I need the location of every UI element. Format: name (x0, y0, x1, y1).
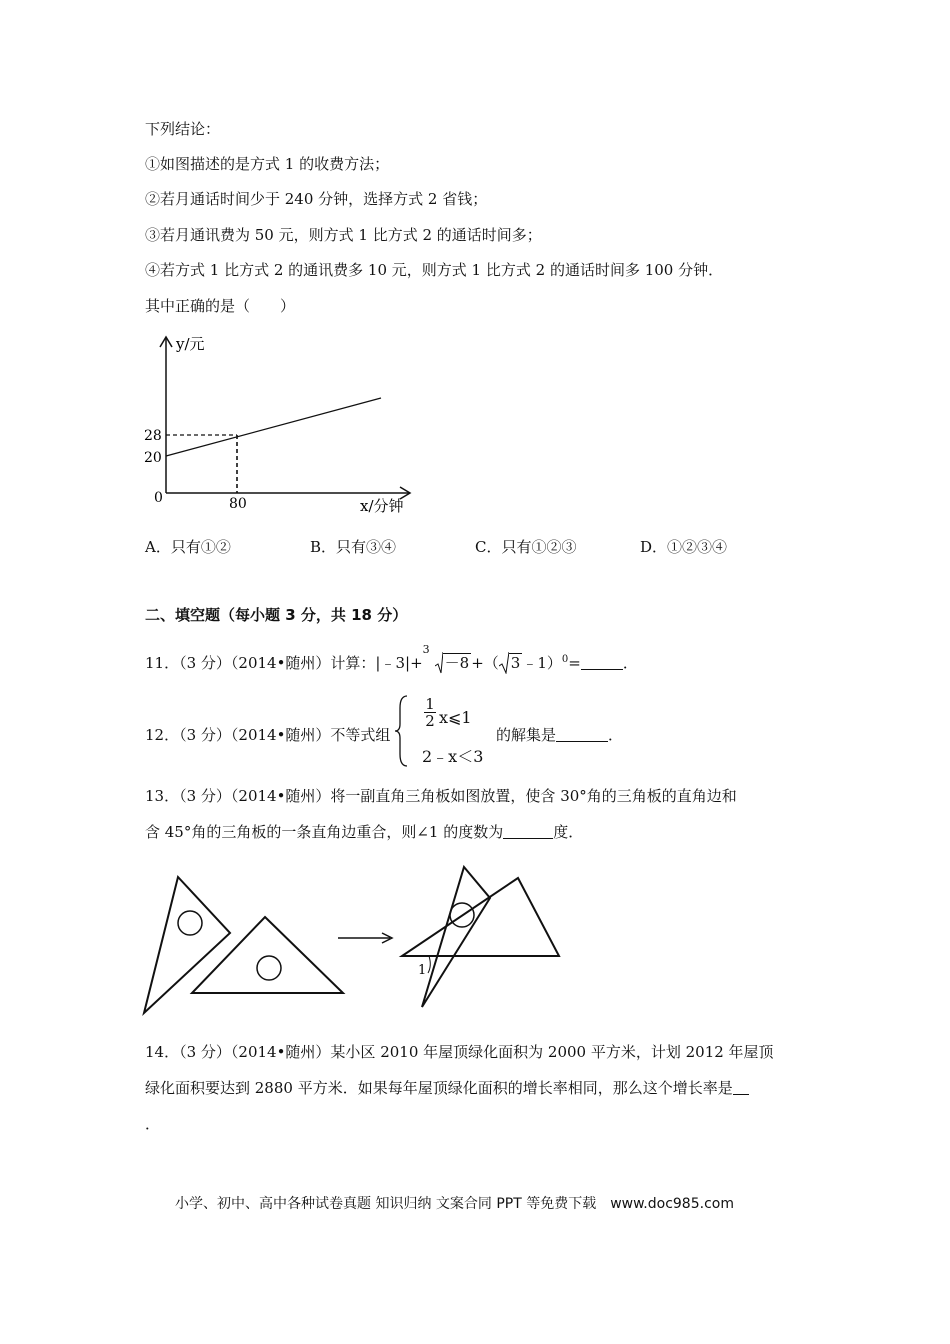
option-a[interactable] (145, 536, 231, 557)
q11-radical-sign (435, 652, 443, 674)
q14-line-1: 14．（3 分）（2014•随州）某小区 2010 年屋顶绿化面积为 2000 平方米，计划 2012 年屋顶 (145, 1043, 774, 1061)
q11-minus-one: ﹣1） (522, 654, 562, 672)
q12-fraction (424, 696, 436, 729)
q12-end: ． (608, 726, 624, 744)
q11-prefix: 11．（3 分）（2014•随州）计算：|﹣3|+ (145, 654, 423, 672)
q12-ineq2: 2﹣x＜3 (422, 747, 484, 766)
option-d-letter: D． (640, 538, 668, 556)
option-c-letter: C． (475, 538, 502, 556)
combined-figure (402, 867, 559, 1007)
q11-plus: +（ (471, 654, 499, 672)
q14-line-2-text: 绿化面积要达到 2880 平方米．如果每年屋顶绿化面积的增长率相同，那么这个增长率是 (145, 1079, 733, 1097)
option-c-text: 只有①②③ (501, 538, 577, 556)
cost-line-graph (130, 325, 420, 525)
question-text: 其中正确的是（ ） (145, 297, 296, 315)
y-axis-label: y/元 (176, 335, 205, 353)
page-footer: 小学、初中、高中各种试卷真题 知识归纳 文案合同 PPT 等免费下载 www.doc985.com (175, 1196, 734, 1212)
question-11 (145, 643, 638, 674)
option-b-letter: B． (310, 538, 337, 556)
x-axis-label: x/分钟 (360, 497, 404, 515)
q13-line-1: 13．（3 分）（2014•随州）将一副直角三角板如图放置，使含 30°角的三角板的直角边和 (145, 787, 737, 805)
arrow-icon (338, 933, 392, 943)
q11-cube-root (422, 643, 472, 674)
conclusion-2: ②若月通话时间少于 240 分钟，选择方式 2 省钱； (145, 190, 488, 208)
conclusion-3: ③若月通讯费为 50 元，则方式 1 比方式 2 的通话时间多； (145, 226, 542, 244)
option-b-text: 只有③④ (336, 538, 397, 556)
option-d-text: ①②③④ (667, 538, 728, 556)
q11-radicand: －8 (444, 654, 470, 672)
q11-answer-blank[interactable] (581, 655, 623, 670)
q12-frac-num: 1 (425, 695, 435, 713)
conclusion-1: ①如图描述的是方式 1 的收费方法； (145, 155, 390, 173)
q12-tail (496, 724, 623, 745)
q13-line-2-prefix: 含 45°角的三角板的一条直角边重合，则∠1 的度数为 (145, 823, 504, 841)
y-tick-28: 28 (144, 428, 162, 444)
option-c[interactable] (475, 536, 577, 557)
q12-ineq1-rest: x⩽1 (439, 708, 472, 727)
origin-label: 0 (154, 490, 163, 506)
q13-line-2 (145, 821, 583, 842)
option-a-letter: A． (145, 538, 171, 556)
conclusion-4: ④若方式 1 比方式 2 的通讯费多 10 元，则方式 1 比方式 2 的通话时间多 100 分钟． (145, 261, 724, 279)
option-a-text: 只有①② (170, 538, 231, 556)
triangle-45-45 (192, 917, 343, 993)
option-d[interactable] (640, 536, 727, 557)
question-12-prefix: 12．（3 分）（2014•随州）不等式组 (145, 726, 391, 744)
intro-text: 下列结论： (145, 120, 221, 138)
q11-sqrt-arg: 3 (510, 654, 521, 672)
q12-brace (395, 694, 409, 768)
q12-suffix: 的解集是 (496, 726, 557, 744)
q11-end: ． (622, 654, 638, 672)
option-b[interactable] (310, 536, 396, 557)
q13-answer-blank[interactable] (503, 824, 553, 839)
x-tick-80: 80 (229, 496, 247, 512)
y-tick-20: 20 (144, 450, 162, 466)
triangle-set-squares-figure (140, 860, 570, 1020)
q14-line-3: ． (145, 1115, 161, 1133)
section-2-title: 二、填空题（每小题 3 分，共 18 分） (145, 606, 408, 624)
q14-answer-blank[interactable] (733, 1080, 749, 1095)
angle-1-label: 1 (418, 963, 427, 978)
q11-exponent: 0 (561, 654, 569, 665)
q11-root-index: 3 (422, 643, 430, 656)
q11-sqrt-sign (499, 652, 509, 674)
q13-line-2-suffix: 度． (553, 823, 584, 841)
data-line (166, 398, 381, 456)
q11-eq: = (568, 654, 581, 672)
q14-line-2 (145, 1077, 749, 1098)
q12-frac-den: 2 (425, 712, 435, 730)
q12-answer-blank[interactable] (556, 727, 608, 742)
